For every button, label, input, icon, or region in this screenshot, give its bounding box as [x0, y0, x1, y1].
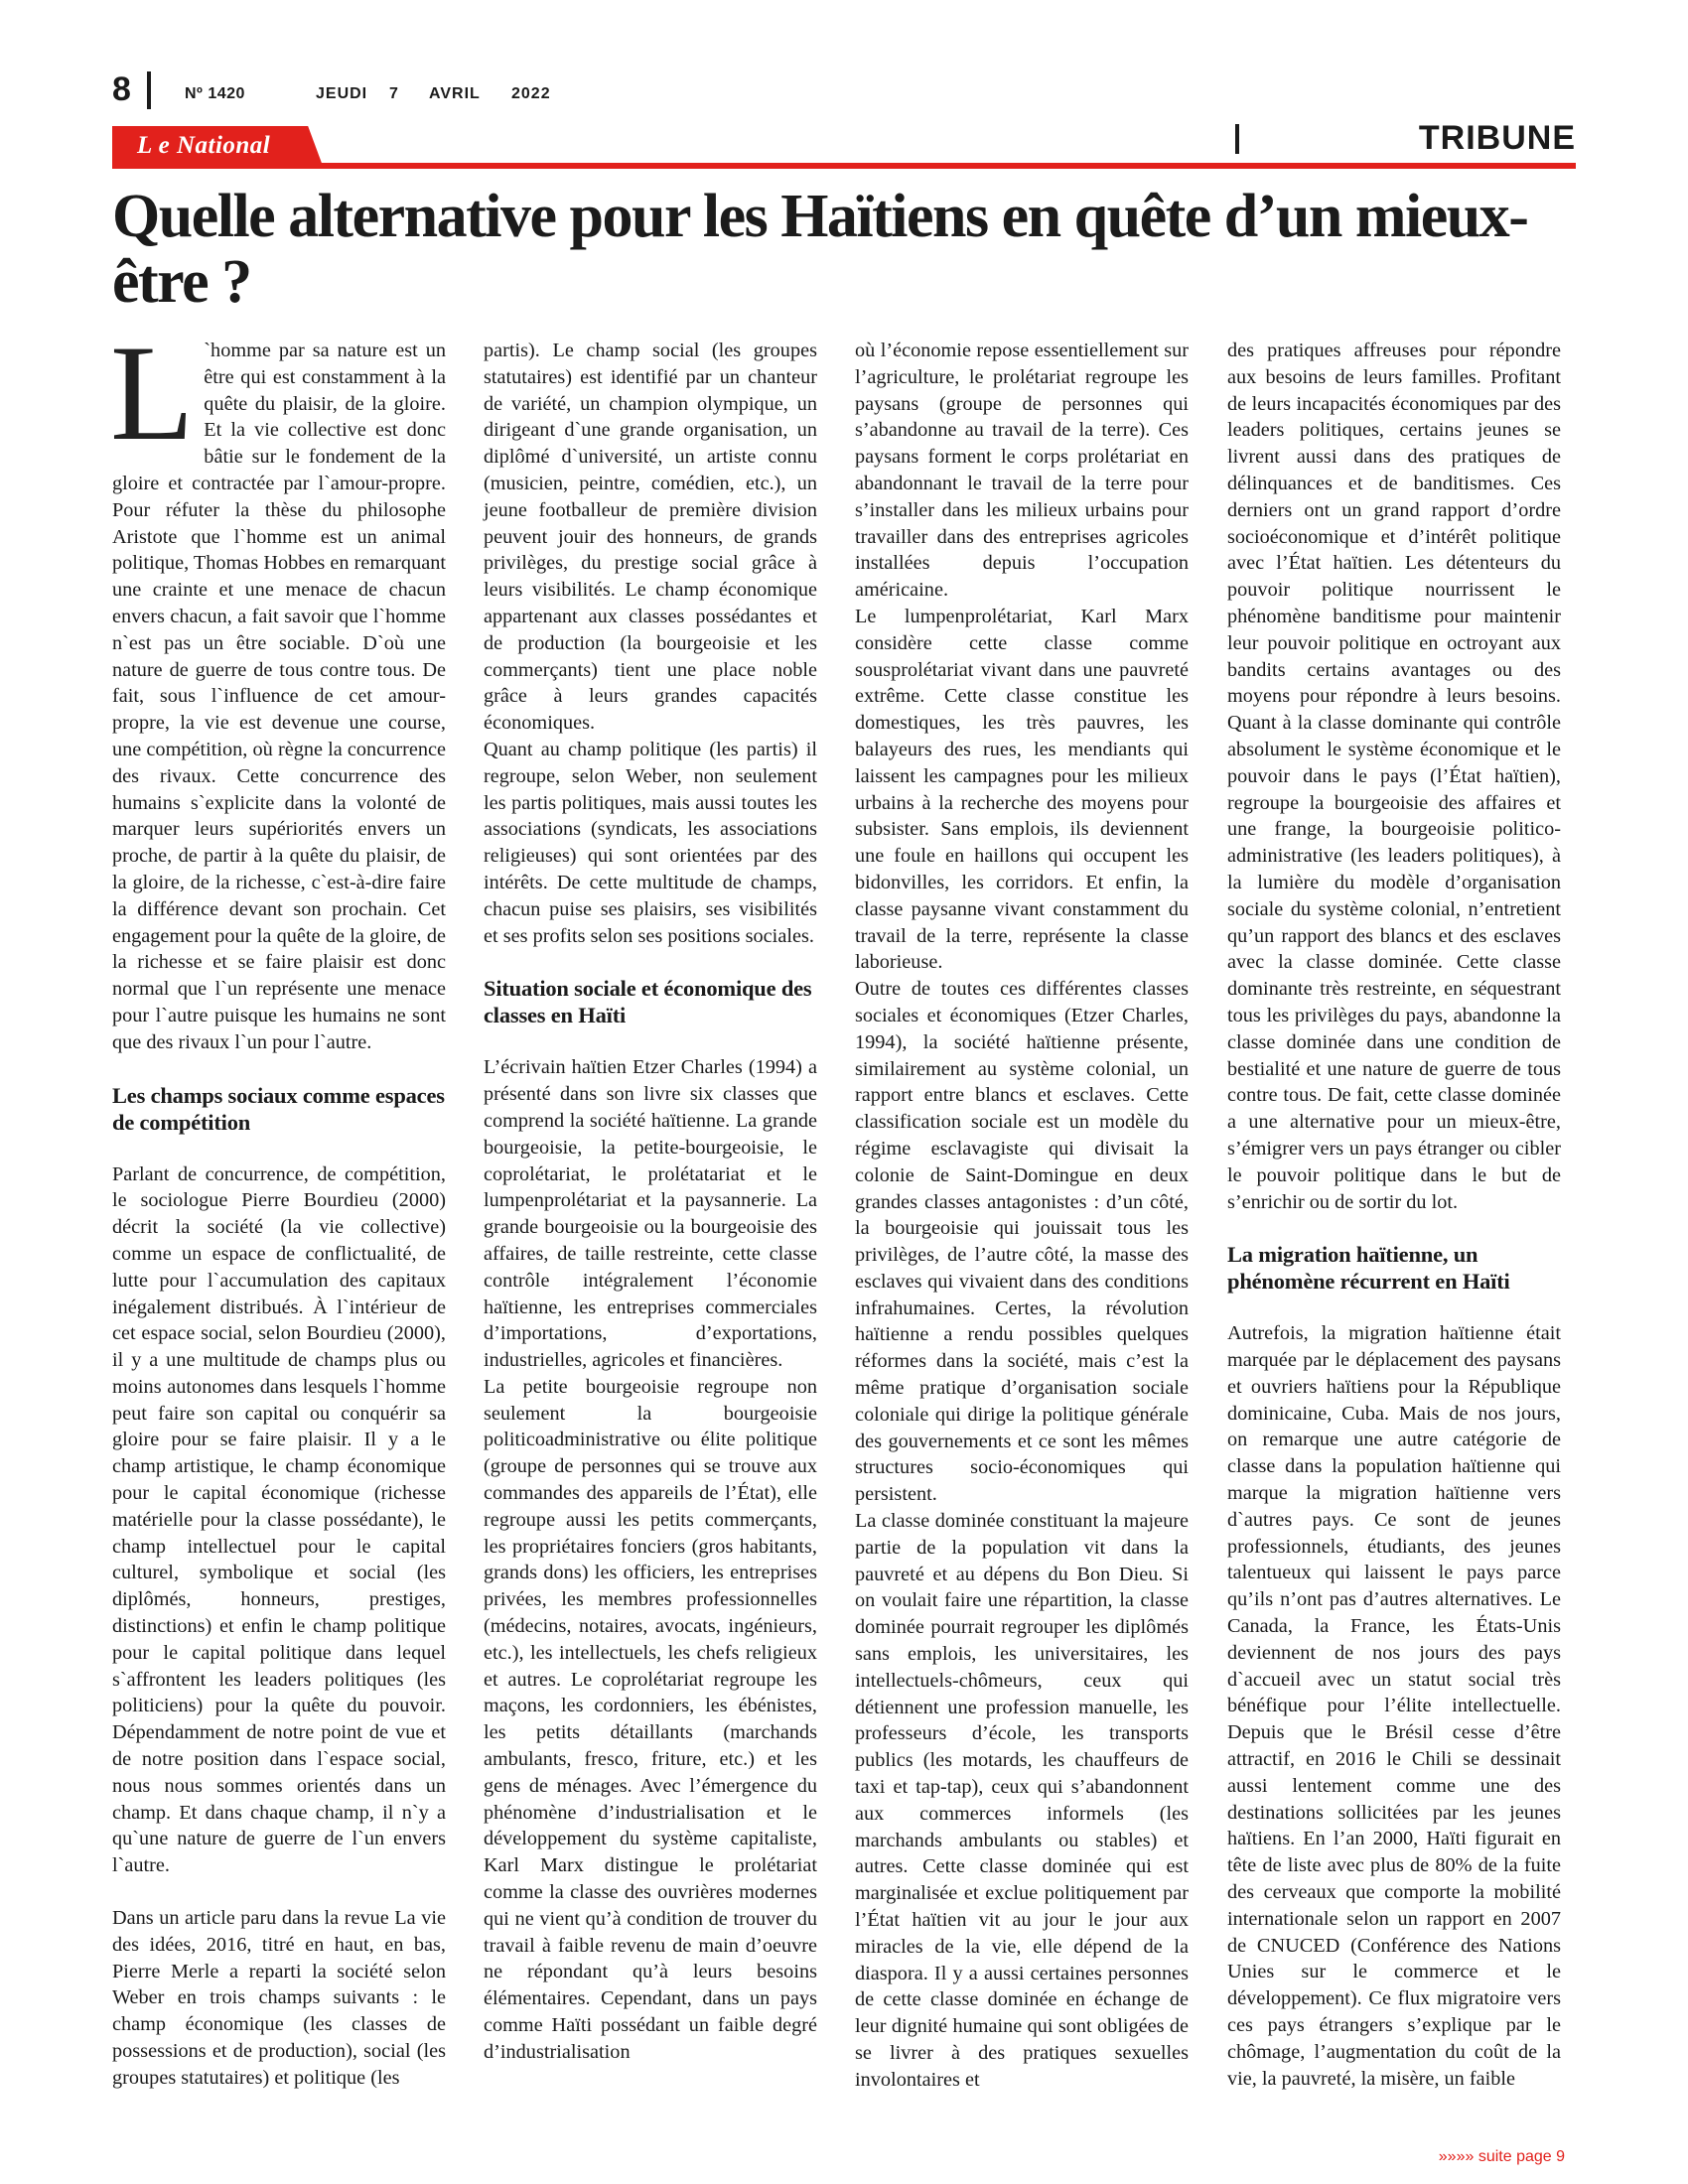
issue-number: Nº 1420: [185, 85, 245, 102]
article-paragraph: où l’économie repose essentiellement sur l’agriculture, le prolétariat regroupe les paysans (groupe de personnes qui s’abandonne au travail de la terre). Ces paysans forment le corps prolétariat en abandonnant le travail de la terre pour s’installer dans les milieux urbains pour travailler dans des entreprises agricoles installées depuis l’occupation américaine.: [855, 340, 1189, 602]
article-paragraph: Quant au champ politique (les partis) il regroupe, selon Weber, non seulement les partis politiques, mais aussi toutes les associations (syndicats, les associations religieuses) qui sont orientées par des intérêts. De cette multitude de champs, chacun puise ses plaisirs, ses visibilités et ses profits selon ses positions sociales.: [484, 738, 817, 947]
subheading-champs-sociaux: Les champs sociaux comme espaces de compétition: [112, 1082, 445, 1135]
section-name: TRIBUNE: [1418, 119, 1576, 157]
subheading-migration: La migration haïtienne, un phénomène récurrent en Haïti: [1227, 1242, 1510, 1295]
paragraph-text: `homme par sa nature est un être qui est constamment à la quête du plaisir, de la gloire. Et la vie collective est donc bâtie sur le fondement de la gloire et contractée par l`amour-propre. Pour réfuter la thèse du philosophe Aristote que l`homme est un animal politique, Thomas Hobbes en remarquant une crainte et une menace de chacun envers chacun, a fait savoir que l`homme n`est pas un être sociable. D`où une nature de guerre de tous contre tous. De fait, sous l`influence de cet amour-propre, la vie est devenue une course, une compétition, où règne la concurrence des rivaux. Cette concurrence des humains s`explicite dans la volonté de marquer leurs supériorités envers un proche, de partir à la quête du plaisir, de la gloire, de la richesse, c`est-à-dire faire la différence devant son prochain. Cet engagement pour la quête de la gloire, de la richesse et se faire plaisir est donc normal que l`un représente une menace pour l`autre puisque les humains ne sont que des rivaux l`un pour l`autre.: [112, 340, 446, 1053]
page-number: 8: [112, 70, 131, 108]
issue-date-day: 7: [389, 85, 398, 102]
subheading-situation-sociale: Situation sociale et économique des classes en Haïti: [484, 976, 812, 1028]
continued-on-page-link[interactable]: »»»» suite page 9: [1438, 2148, 1565, 2165]
article-paragraph: Outre de toutes ces différentes classes sociales et économiques (Etzer Charles, 1994), la société haïtienne présente, similairement au système colonial, un rapport entre blancs et esclaves. Cette classification sociale est un modèle du régime esclavagiste qui divisait la colonie de Saint-Domingue en deux grandes classes antagonistes : d’un côté, la bourgeoisie qui jouissait tous les privilèges, de l’autre côté, la masse des esclaves qui vivaient dans des conditions infrahumaines. Certes, la révolution haïtienne a rendu possibles quelques réformes dans la société, mais c’est la même pratique d’organisation sociale coloniale qui dirige la politique générale des gouvernements et ce sont les mêmes structures socio-économiques qui persistent.: [855, 978, 1189, 1506]
article-column-3: [855, 338, 1189, 2094]
article-paragraph: [110, 317, 446, 1056]
issue-day: JEUDI: [316, 85, 368, 102]
issue-month: AVRIL: [429, 85, 481, 102]
page-number-divider: [147, 71, 151, 109]
article-paragraph: La classe dominée constituant la majeure partie de la population vit dans la pauvreté et au dépens du Bon Dieu. Si on voulait faire une répartition, la classe dominée pourrait regrouper les diplômés sans emplois, les universitaires, les intellectuels-chômeurs, ceux qui détiennent une profession manuelle, les professeurs d’école, les transports publics (les motards, les chauffeurs de taxi et tap-tap), ceux qui s’abandonnent aux commerces informels (les marchands ambulants ou stables) et autres. Cette classe dominée qui est marginalisée et exclue politiquement par l’État haïtien vit au jour le jour aux miracles de la vie, elle dépend de la diaspora. Il y a aussi certaines personnes de cette classe dominée en échange de leur dignité humaine qui sont obligées de se livrer à des pratiques sexuelles involontaires et: [855, 1510, 1189, 2091]
article-paragraph: des pratiques affreuses pour répondre aux besoins de leurs familles. Profitant de leurs incapacités économiques par des leaders politiques, certains jeunes se livrent aussi dans des pratiques de délinquances et de banditismes. Ces derniers ont un grand rapport d’ordre socioéconomique et d’intérêt politique avec l’État haïtien. Les détenteurs du pouvoir politique nourrissent le phénomène banditisme pour maintenir leur pouvoir politique en octroyant aux bandits certains avantages ou des moyens pour répondre à leurs besoins. Quant à la classe dominante qui contrôle absolument le système économique et le pouvoir dans le pays (l’État haïtien), regroupe la bourgeoisie des affaires et une frange, la bourgeoisie politico-administrative (les leaders politiques), à la lumière du modèle d’organisation sociale du système colonial, n’entretient qu’un rapport des blancs et des esclaves avec la classe dominée. Cette classe dominante très restreinte, en séquestrant tous les privilèges du pays, abandonne la classe dominée dans une condition de bestialité et une nature de guerre de tous contre tous. De fait, cette classe dominée a une alternative pour un mieux-être, s’émigrer vers un pays étranger ou cibler le pouvoir politique dans le but de s’enrichir ou de sortir du lot.: [1227, 340, 1561, 1213]
issue-year: 2022: [511, 85, 551, 102]
article-paragraph: L’écrivain haïtien Etzer Charles (1994) a présenté dans son livre six classes que comprend la société haïtienne. La grande bourgeoisie, la petite-bourgeoisie, le coprolétariat, le prolétatariat et le lumpenprolétariat et la paysannerie. La grande bourgeoisie ou la bourgeoisie des affaires, de taille restreinte, cette classe contrôle intégralement l’économie haïtienne, les entreprises commerciales d’importations, d’exportations, industrielles, agricoles et financières.: [484, 1056, 817, 1372]
article-column-1: [110, 317, 446, 2092]
article-column-4: [1227, 338, 1561, 2092]
section-divider: [1235, 124, 1239, 154]
header-rule: [112, 163, 1576, 169]
article-paragraph: La petite bourgeoisie regroupe non seulement la bourgeoisie politicoadministrative ou élite politique (groupe de personnes qui se trouve aux commandes des appareils de l’État), elle regroupe aussi les petits commerçants, les propriétaires fonciers (gros habitants, grands dons) les officiers, les entreprises privées, les membres professionnelles (médecins, notaires, avocats, ingénieurs, etc.), les intellectuels, les chefs religieux et autres. Le coprolétariat regroupe les maçons, les cordonniers, les ébénistes, les petits détaillants (marchands ambulants, fresco, friture, etc.) et les gens de ménages. Avec l’émergence du phénomène d’industrialisation et le développement du système capitaliste, Karl Marx distingue le prolétariat comme la classe des ouvrières modernes qui ne vient qu’à condition de trouver du travail à faible revenu de main d’oeuvre ne répondant qu’à leurs besoins élémentaires. Cependant, dans un pays comme Haïti possédant un faible degré d’industrialisation: [484, 1375, 817, 2063]
article-column-2: [484, 338, 817, 2066]
article-paragraph: partis). Le champ social (les groupes statutaires) est identifié par un chanteur de variété, un champion olympique, un dirigeant d`une grande organisation, un diplômé d`université, un artiste connu (musicien, peintre, comédien, etc.), un jeune footballeur de première division peuvent jouir des honneurs, de grands privilèges, du prestige social grâce à leurs visibilités. Le champ économique appartenant aux classes possédantes et de production (la bourgeoisie et les commerçants) tient une place noble grâce à leurs grandes capacités économiques.: [484, 340, 817, 735]
article-paragraph: Autrefois, la migration haïtienne était marquée par le déplacement des paysans et ouvriers haïtiens pour la République dominicaine, Cuba. Mais de nos jours, on remarque une autre catégorie de classe dans la population haïtienne qui marque la migration haïtienne vers d`autres pays. Ce sont de jeunes professionnels, étudiants, des jeunes talentueux qui laissent le pays parce qu’ils n’ont pas d’autres alternatives. Le Canada, la France, les États-Unis deviennent de nos jours des pays d`accueil avec un statut social très bénéfique pour l’élite intellectuelle. Depuis que le Brésil cesse d’être attractif, en 2016 le Chili se dessinait aussi lentement comme une des destinations sollicitées par les jeunes haïtiens. En l’an 2000, Haïti figurait en tête de liste avec plus de 80% de la fuite des cerveaux que comporte la mobilité internationale selon un rapport en 2007 de CNUCED (Conférence des Nations Unies sur le commerce et le développement). Ce flux migratoire vers ces pays étrangers s’explique par le chômage, l’augmentation du coût de la vie, la pauvreté, la misère, un faible: [1227, 1322, 1561, 2090]
article-headline: Quelle alternative pour les Haïtiens en quête d’un mieux-être ?: [112, 183, 1528, 316]
article-paragraph: Parlant de concurrence, de compétition, le sociologue Pierre Bourdieu (2000) décrit la société (la vie collective) comme un espace de conflictualité, de lutte pour l`accumulation des capitaux inégalement distribués. À l`intérieur de cet espace social, selon Bourdieu (2000), il y a une multitude de champs plus ou moins autonomes dans lesquels l`homme peut faire son capital ou conquérir sa gloire pour se faire plaisir. Il y a le champ artistique, le champ économique pour le capital économique (richesse matérielle pour la classe possédante), le champ intellectuel pour le capital culturel, symbolique et social (les diplômés, honneurs, prestiges, distinctions) et enfin le champ politique pour le capital politique dans lequel s`affrontent les leaders politiques (les politiciens) pour la quête du pouvoir. Dépendamment de notre point de vue et de notre position dans l`espace social, nous nous sommes orientés dans un champ. Et dans chaque champ, il n`y a qu`une nature de guerre de l`un envers l`autre.: [112, 1162, 446, 1877]
newspaper-brand: L e National: [137, 132, 271, 159]
article-paragraph: Dans un article paru dans la revue La vie des idées, 2016, titré en haut, en bas, Pierre Merle a reparti la société selon Weber en trois champs suivants : le champ économique (les classes de possessions et de production), social (les groupes statutaires) et politique (les: [112, 1907, 446, 2089]
drop-cap: L: [110, 317, 195, 469]
article-paragraph: Le lumpenprolétariat, Karl Marx considère cette classe comme sousprolétariat vivant dans une pauvreté extrême. Cette classe constitue les domestiques, les très pauvres, les balayeurs des rues, les mendiants qui laissent les campagnes pour les milieux urbains à la recherche des moyens pour subsister. Sans emplois, ils deviennent une foule en haillons qui occupent les bidonvilles, les corridors. Et enfin, la classe paysanne vivant constamment du travail de la terre, représente la classe laborieuse.: [855, 605, 1189, 974]
